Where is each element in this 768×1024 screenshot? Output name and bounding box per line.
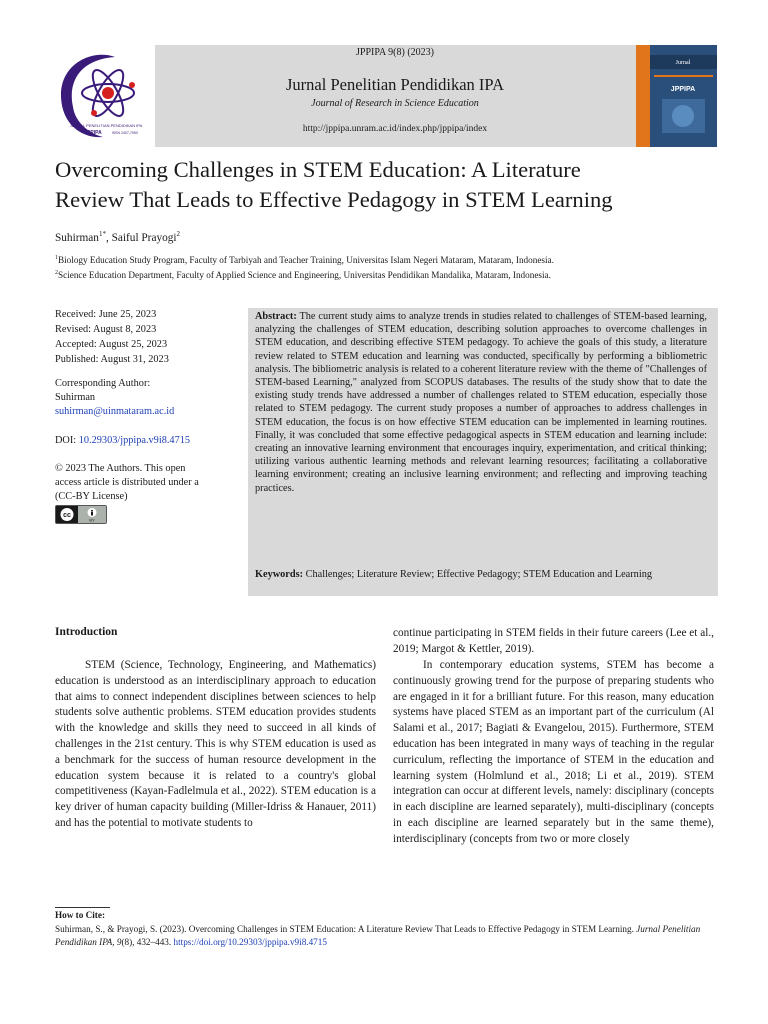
journal-logo [53, 45, 155, 147]
license-line-2: access article is distributed under a [55, 477, 199, 488]
logo-caption: JURNAL PENELITIAN PENDIDIKAN IPA [69, 123, 143, 128]
cover-accent-strip [636, 45, 650, 147]
citation-journal: Jurnal Penelitian Pendidikan IPA, 9 [55, 924, 701, 947]
doi-label: DOI: [55, 435, 79, 446]
article-title-line-2: Review That Leads to Effective Pedagogy in STEM Learning [55, 187, 613, 212]
keywords-text: Challenges; Literature Review; Effective Pedagogy; STEM Education and Learning [305, 569, 652, 580]
citation-doi-link[interactable]: https://doi.org/10.29303/jppipa.v9i8.4715 [173, 937, 327, 947]
corresponding-author-name: Suhirman [55, 392, 96, 403]
license-line-1: © 2023 The Authors. This open [55, 463, 186, 474]
author-1-affil-mark: 1* [98, 230, 106, 238]
cc-badge-cc: cc [63, 512, 71, 519]
abstract-label: Abstract: [255, 311, 297, 322]
citation-divider [55, 907, 110, 908]
citation-pages: (8), 432–443. [121, 937, 174, 947]
author-separator: , [105, 231, 112, 244]
affiliation-1-text: Biology Education Study Program, Faculty of Tarbiyah and Teacher Training, Universitas Islam Negeri Mataram, Mataram, Indonesia. [58, 255, 554, 266]
logo-issn: ISSN 2407-795X [111, 131, 139, 135]
received-date: Received: June 25, 2023 [55, 309, 157, 320]
revised-date: Revised: August 8, 2023 [55, 324, 157, 335]
journal-subtitle: Journal of Research in Science Education [311, 98, 479, 109]
keywords-paragraph [255, 568, 707, 582]
cc-by-badge-icon [56, 506, 106, 523]
citation-main: Suhirman, S., & Prayogi, S. (2023). Overcoming Challenges in STEM Education: A Literature Review That Leads to Effective Pedagogy in STEM Learning. [55, 924, 637, 934]
published-date: Published: August 31, 2023 [55, 354, 169, 365]
cc-badge-by: BY [89, 517, 95, 523]
affiliation-1 [55, 255, 719, 265]
corresponding-author-label: Corresponding Author: [55, 378, 151, 389]
license-line-3: (CC-BY License) [55, 491, 128, 502]
cover-title: Jurnal [675, 60, 691, 66]
author-list [55, 230, 180, 244]
affiliation-2 [55, 270, 719, 280]
how-to-cite-heading: How to Cite: [55, 910, 106, 920]
journal-title: Jurnal Penelitian Pendidikan IPA [286, 75, 504, 94]
keywords-label: Keywords: [255, 569, 304, 580]
article-title [55, 155, 719, 215]
journal-volume: JPPIPA 9(8) (2023) [356, 47, 434, 58]
body-left-column: STEM (Science, Technology, Engineering, and Mathematics) education is understood as an interdisciplinary approach to education that aims to connect independent disciplines between sciences to help students solve authentic problems. STEM education provides students with the knowledge and skills they need to succeed in all kinds of challenges in the 21st century. This is why STEM education is used as a benchmark for the success of human resource development in the education system because it is related to a country's global competitiveness (Kayan-Fadlelmula et al., 2022). STEM education is a key driver of human capacity building (Miller-Idriss & Hanauer, 2011) and has the potential to motivate students to [55, 659, 376, 829]
body-right-paragraph-1: continue participating in STEM fields in their future careers (Lee et al., 2019; Margot & Kettler, 2019). [393, 627, 714, 655]
cover-image-icon [650, 45, 717, 147]
accepted-date: Accepted: August 25, 2023 [55, 339, 168, 350]
atom-logo-icon [53, 45, 155, 147]
article-title-line-1: Overcoming Challenges in STEM Education: A Literature [55, 157, 581, 182]
doi-link[interactable]: 10.29303/jppipa.v9i8.4715 [78, 435, 191, 446]
cc-by-license-icon[interactable] [55, 505, 107, 524]
corresponding-author-email-link[interactable]: suhirman@uinmataram.ac.id [55, 406, 175, 417]
doi-line [55, 434, 190, 447]
author-name-1: Suhirman [55, 231, 99, 244]
author-name-2: Saiful Prayogi [111, 231, 177, 244]
author-2-affil-mark: 2 [176, 230, 181, 238]
abstract-paragraph [255, 310, 707, 495]
affiliation-2-text: Science Education Department, Faculty of Applied Science and Engineering, Universitas Pendidikan Mandalika, Mataram, Indonesia. [58, 270, 551, 281]
citation-text [55, 923, 719, 949]
cover-label: JPPIPA [670, 86, 696, 93]
journal-url-link[interactable]: http://jppipa.unram.ac.id/index.php/jppipa/index [302, 124, 488, 134]
body-right-paragraph-2: In contemporary education systems, STEM has become a continuously growing trend for the purpose of preparing students who are engaged in it for a brilliant future. For this reason, many education systems have placed STEM as an important part of the curriculum (Al Salami et al., 2017; Bagiati & Evangelou, 2015). Furthermore, STEM education has been integrated in many ways of teaching in the regular curriculum, reflecting the importance of STEM in the education and learning system (Holmlund et al., 2018; Li et al., 2019). STEM integration can occur at different levels, namely: disciplinary (concepts in each discipline are learned separately), multi-disciplinary (concepts in each discipline are learned separately but in the same theme), interdisciplinary (concepts from two or more closely [393, 659, 714, 845]
journal-cover-thumbnail [650, 45, 717, 147]
affiliation-1-mark: 1 [55, 255, 58, 261]
logo-name: JPPIPA [84, 130, 102, 136]
abstract-text: The current study aims to analyze trends in studies related to challenges of STEM-based learning, analyzing the challenges of STEM education, describing solution approaches to overcome challenges in STEM education, and describing effective STEM pedagogy. To achieve the goals of this study, a literature review related to STEM education and learning was conducted, specifically by performing a bibliometric analysis. The bibliometric analysis is related to a coherent literature review with the theme of "Challenges of STEM-based Learning," analyzed from SCOPUS databases. The results of the study show that to date the existing study trends have addressed a number of challenges related to STEM education, especially those related to STEM pedagogy. The current study proposes a number of approaches to address challenges in STEM education, the focus is on how effective STEM education can be implemented in learning routines. Finally, it was concluded that some effective pedagogical aspects in STEM education and learning include: creating an innovative learning environment that encourages inquiry, experimentation, and critical thinking; utilizing various authentic learning methods and relevant learning resources; facilitating a collaborative learning environment; creating an inclusive learning environment; and reflecting and improving teaching practices. [255, 311, 708, 494]
introduction-heading: Introduction [55, 626, 118, 638]
affiliation-2-mark: 2 [55, 270, 58, 276]
